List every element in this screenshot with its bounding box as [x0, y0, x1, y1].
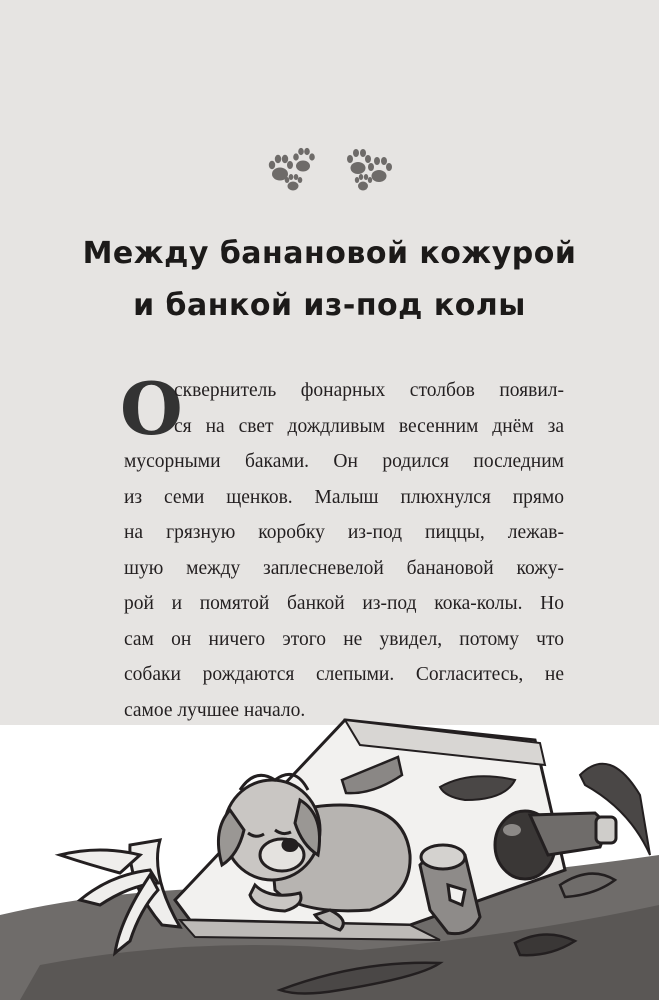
- text-line: собаки рождаются слепыми. Согласитесь, не: [124, 664, 564, 685]
- chapter-title: [0, 228, 659, 332]
- body-paragraph: [124, 373, 564, 728]
- text-line: самое лучшее начало.: [124, 699, 306, 721]
- chapter-title-line-2: и банкой из-под колы: [133, 288, 526, 323]
- text-line: шую между заплесневелой банановой кожу-: [124, 557, 564, 579]
- sleeping-puppy-illustration: [0, 705, 659, 1000]
- text-line: рой и помятой банкой из-под кока-колы. Но: [124, 593, 564, 614]
- text-line: сквернитель фонарных столбов появил-: [174, 380, 564, 401]
- drop-cap: О: [120, 366, 183, 451]
- text-line: ся на свет дождливым весенним днём за: [174, 415, 564, 437]
- paw-prints-icon: [341, 146, 395, 194]
- chapter-ornament: [0, 146, 659, 194]
- text-line: на грязную коробку из-под пиццы, лежав-: [124, 522, 564, 543]
- chapter-title-line-1: Между банановой кожурой: [82, 236, 577, 271]
- text-line: из семи щенков. Малыш плюхнулся прямо: [124, 486, 564, 508]
- text-line: мусорными баками. Он родился последним: [124, 451, 564, 472]
- text-line: сам он ничего этого не увидел, потому что: [124, 628, 564, 650]
- paw-prints-icon: [265, 146, 319, 194]
